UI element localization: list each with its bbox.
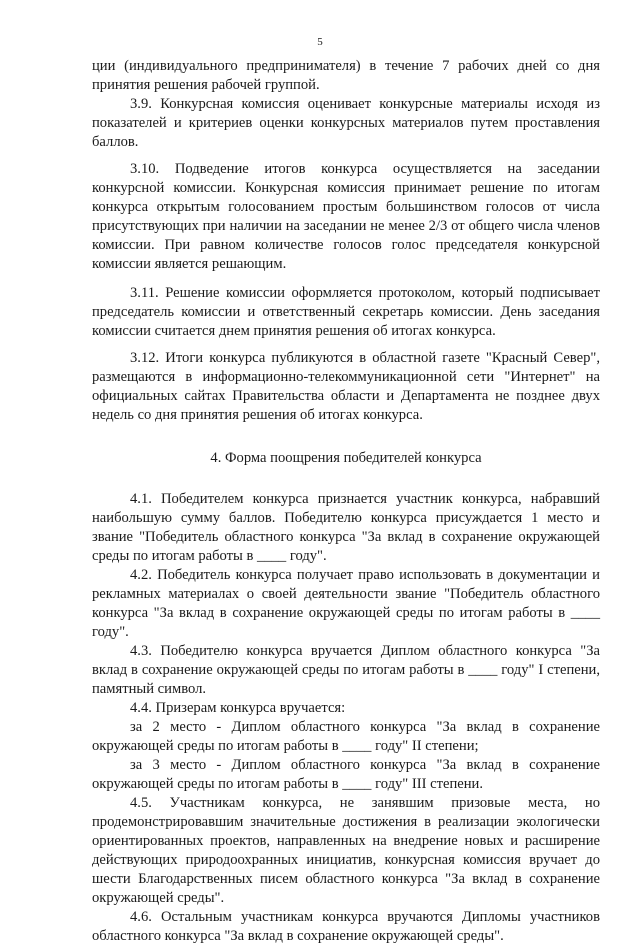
paragraph-3-12: 3.12. Итоги конкурса публикуются в областной газете "Красный Север", размещаются в информационно-телекоммуникационной сети "Интернет" на официальных сайтах Правительства области и Департамента не позднее двух недель со дня принятия решения об итогах конкурса. <box>92 350 600 423</box>
paragraph-3-10: 3.10. Подведение итогов конкурса осуществляется на заседании конкурсной комиссии. Конкурсная комиссия принимает решение по итогам конкурса открытым голосованием простым большинством голосов от числа присутствующих при наличии на заседании не менее 2/3 от общего числа членов комиссии. При равном количестве голосов голос председателя конкурсной комиссии является решающим. <box>92 161 600 272</box>
document-body <box>92 57 600 946</box>
section-heading: 4. Форма поощрения победителей конкурса <box>210 450 482 466</box>
paragraph-4-6: 4.6. Остальным участникам конкурса вручаются Дипломы участников областного конкурса "За вклад в сохранение окружающей среды". <box>92 909 600 944</box>
paragraph-4-3: 4.3. Победителю конкурса вручается Диплом областного конкурса "За вклад в сохранение окружающей среды по итогам работы в ____ году" I степени, памятный символ. <box>92 643 600 697</box>
paragraph-4-4-place-3: за 3 место - Диплом областного конкурса "За вклад в сохранение окружающей среды по итогам работы в ____ году" III степени. <box>92 757 600 792</box>
paragraph-4-2: 4.2. Победитель конкурса получает право использовать в документации и рекламных материалах о своей деятельности звание "Победитель областного конкурса "За вклад в сохранение окружающей среды по итогам работы в ____ году". <box>92 567 600 640</box>
paragraph-3-9: 3.9. Конкурсная комиссия оценивает конкурсные материалы исходя из показателей и критериев оценки конкурсных материалов путем проставления баллов. <box>92 96 600 150</box>
page-number: 5 <box>317 36 323 48</box>
paragraph-4-1: 4.1. Победителем конкурса признается участник конкурса, набравший наибольшую сумму баллов. Победителю конкурса присуждается 1 место и звание "Победитель областного конкурса "За вклад в сохранение окружающей среды по итогам работы в ____ году". <box>92 491 600 564</box>
paragraph-4-4-place-2: за 2 место - Диплом областного конкурса "За вклад в сохранение окружающей среды по итогам работы в ____ году" II степени; <box>92 719 600 754</box>
paragraph-4-4: 4.4. Призерам конкурса вручается: <box>130 700 346 716</box>
paragraph-continuation: ции (индивидуального предпринимателя) в течение 7 рабочих дней со дня принятия решения рабочей группой. <box>92 58 600 93</box>
paragraph-3-11: 3.11. Решение комиссии оформляется протоколом, который подписывает председатель комиссии и ответственный секретарь комиссии. День заседания комиссии считается днем принятия решения об итогах конкурса. <box>92 285 600 339</box>
paragraph-4-5: 4.5. Участникам конкурса, не занявшим призовые места, но продемонстрировавшим значительные достижения в реализации экологически ориентированных проектов, направленных на внедрение новых и расширение действующих природоохранных инициатив, конкурсная комиссия вручает до шести Благодарственных писем областного конкурса "За вклад в сохранение окружающей среды". <box>92 795 600 906</box>
